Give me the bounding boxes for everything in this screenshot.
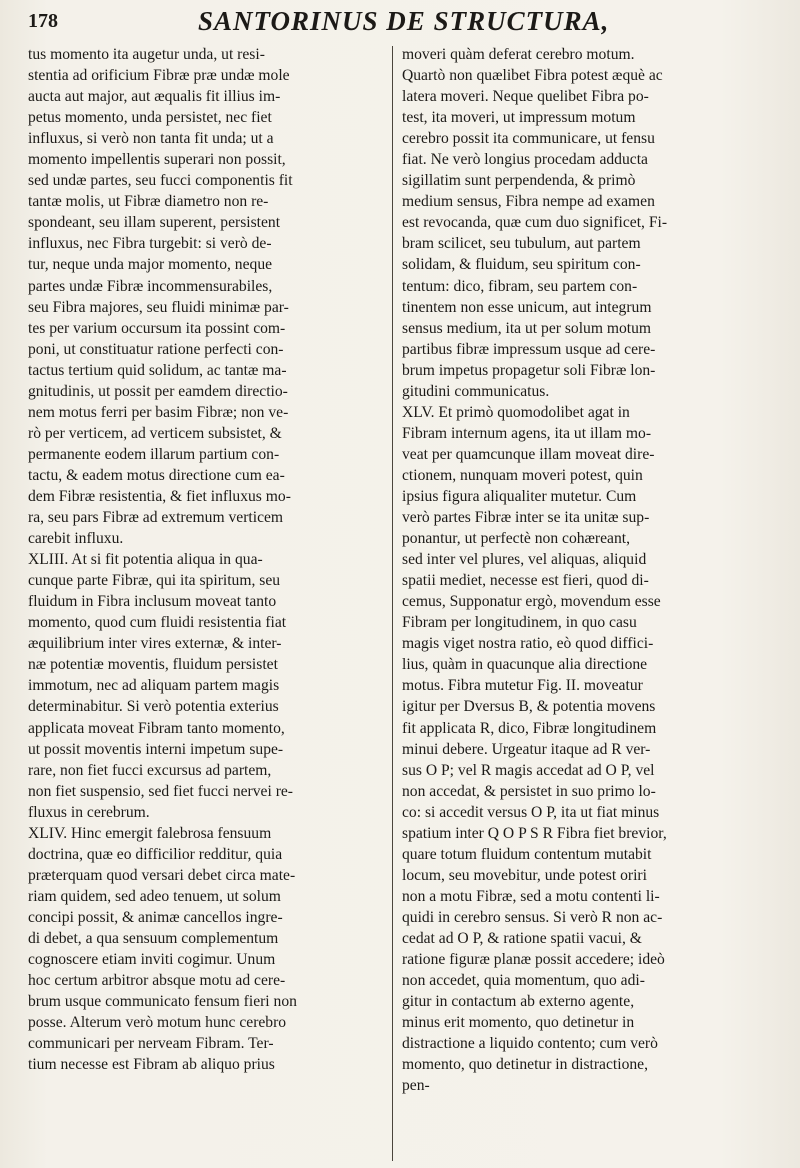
text-line: momento, quo detinetur in distractione, xyxy=(402,1056,648,1074)
page-header xyxy=(28,6,768,40)
text-line: aucta aut major, aut æqualis fit illius im- xyxy=(28,88,281,106)
text-line: spondeant, seu illam superent, persistent xyxy=(28,214,281,232)
text-line: doctrina, quæ eo difficilior redditur, quia xyxy=(28,845,283,863)
text-line: æquilibrium inter vires externæ, & inter- xyxy=(28,635,282,653)
text-line: gitur in contactum ab externo agente, xyxy=(402,993,635,1011)
text-line: cedat ad O P, & ratione spatii vacui, & xyxy=(402,929,642,947)
text-line: cunque parte Fibræ, qui ita spiritum, seu xyxy=(28,572,281,590)
text-line: tes per varium occursum ita possint com- xyxy=(28,319,286,337)
text-line: XLIV. Hinc emergit falebrosa fensuum xyxy=(28,824,272,842)
text-line: medium sensus, Fibra nempe ad examen xyxy=(402,193,655,211)
text-line: ctionem, nunquam moveri potest, quin xyxy=(402,466,643,484)
text-line: tactus tertium quid solidum, ac tantæ ma- xyxy=(28,361,287,379)
text-line: solidam, & fluidum, seu spiritum con- xyxy=(402,256,641,274)
text-line: immotum, nec ad aliquam partem magis xyxy=(28,677,280,695)
text-line: igitur per Dversus B, & potentia movens xyxy=(402,698,656,716)
text-line: ra, seu pars Fibræ ad extremum verticem xyxy=(28,509,284,527)
text-line: petus momento, unda persistet, nec fiet xyxy=(28,109,272,127)
text-line: applicata moveat Fibram tanto momento, xyxy=(28,719,285,737)
text-line: poni, ut constituatur ratione perfecti con- xyxy=(28,340,284,358)
text-line: est revocanda, quæ cum duo significet, Fi- xyxy=(402,214,668,232)
text-line: test, ita moveri, ut impressum motum xyxy=(402,109,636,127)
text-line: sed undæ partes, seu fucci componentis fit xyxy=(28,172,293,190)
column-divider xyxy=(392,46,393,1161)
text-line: næ potentiæ moventis, fluidum persistet xyxy=(28,656,278,674)
text-line: rò per verticem, ad verticem subsistet, & xyxy=(28,424,282,442)
text-line: Fibram per longitudinem, in quo casu xyxy=(402,614,637,632)
text-line: nem motus ferri per basim Fibræ; non ve- xyxy=(28,403,289,421)
text-line: latera moveri. Neque quelibet Fibra po- xyxy=(402,88,649,106)
text-line: fiat. Ne verò longius procedam adducta xyxy=(402,151,648,169)
text-line: influxus, nec Fibra turgebit: si verò de- xyxy=(28,235,272,253)
text-line: influxus, si verò non tanta fit unda; ut a xyxy=(28,130,274,148)
text-line: fluxus in cerebrum. xyxy=(28,803,150,821)
page-number: 178 xyxy=(28,10,58,32)
text-line: permanente eodem illarum partium con- xyxy=(28,445,280,463)
text-line: brum usque communicato fensum fieri non xyxy=(28,993,297,1011)
text-line: veat per quamcunque illam moveat dire- xyxy=(402,445,655,463)
text-line: di debet, a qua sensuum complementum xyxy=(28,929,279,947)
text-line: ratione figuræ planæ possit accedere; ideò xyxy=(402,951,665,969)
text-line: gitudini communicatus. xyxy=(402,382,550,400)
text-line: locum, seu movebitur, unde potest oriri xyxy=(402,866,647,884)
text-line: concipi possit, & animæ cancellos ingre- xyxy=(28,908,283,926)
text-line: lius, quàm in quacunque alia directione xyxy=(402,656,648,674)
text-line: seu Fibra majores, seu fluidi minimæ par- xyxy=(28,298,289,316)
text-line: quare totum fluidum contentum mutabit xyxy=(402,845,652,863)
text-line: ponantur, ut perfectè non cohæreant, xyxy=(402,530,630,548)
text-line: non a motu Fibræ, sed a motu contenti li- xyxy=(402,887,660,905)
text-line: minui debere. Urgeatur itaque ad R ver- xyxy=(402,740,651,758)
text-line: distractione a liquido contento; cum verò xyxy=(402,1035,658,1053)
text-line: cognoscere etiam inviti cogimur. Unum xyxy=(28,951,276,969)
text-line: brum impetus propagetur soli Fibræ lon- xyxy=(402,361,656,379)
text-line: partibus fibræ impressum usque ad cere- xyxy=(402,340,656,358)
text-line: fit applicata R, dico, Fibræ longitudinem xyxy=(402,719,657,737)
text-line: sed inter vel plures, vel aliquas, aliquid xyxy=(402,551,647,569)
text-line: sensus medium, ita ut per solum motum xyxy=(402,319,652,337)
running-title: SANTORINUS DE STRUCTURA, xyxy=(198,6,610,36)
text-line: partes undæ Fibræ incommensurabiles, xyxy=(28,277,273,295)
text-line: tantæ molis, ut Fibræ diametro non re- xyxy=(28,193,269,211)
text-line: stentia ad orificium Fibræ præ undæ mole xyxy=(28,67,290,85)
text-line: hoc certum arbitror absque motu ad cere- xyxy=(28,972,286,990)
text-line: fluidum in Fibra inclusum moveat tanto xyxy=(28,593,277,611)
text-line: tium necesse est Fibram ab aliquo prius xyxy=(28,1056,275,1074)
text-line: tactu, & eadem motus directione cum ea- xyxy=(28,466,285,484)
right-text-column xyxy=(402,44,754,1096)
text-line: XLIII. At si fit potentia aliqua in qua- xyxy=(28,551,263,569)
text-line: momento impellentis superari non possit, xyxy=(28,151,286,169)
text-line: Quartò non quælibet Fibra potest æquè ac xyxy=(402,67,663,85)
text-line: tur, neque unda major momento, neque xyxy=(28,256,273,274)
text-line: sus O P; vel R magis accedat ad O P, vel xyxy=(402,761,655,779)
text-line: gnitudinis, ut possit per eamdem directio- xyxy=(28,382,288,400)
text-line: ut possit moventis interni impetum supe- xyxy=(28,740,284,758)
text-line: verò partes Fibræ inter se ita unitæ sup- xyxy=(402,509,650,527)
text-line: tus momento ita augetur unda, ut resi- xyxy=(28,46,265,63)
text-line: dem Fibræ resistentia, & fiet influxus mo- xyxy=(28,487,291,505)
text-line: pen- xyxy=(402,1077,430,1095)
text-line: motus. Fibra mutetur Fig. II. moveatur xyxy=(402,677,643,695)
text-line: tinentem non esse unicum, aut integrum xyxy=(402,298,652,316)
text-line: carebit influxu. xyxy=(28,530,124,548)
text-line: sigillatim sunt perpendenda, & primò xyxy=(402,172,636,190)
text-line: non fiet suspensio, sed fiet fucci nervei re- xyxy=(28,782,294,800)
text-line: momento, quod cum fluidi resistentia fiat xyxy=(28,614,287,632)
text-line: bram scilicet, seu tubulum, aut partem xyxy=(402,235,641,253)
text-line: determinabitur. Si verò potentia exterius xyxy=(28,698,279,716)
text-line: tentum: dico, fibram, seu partem con- xyxy=(402,277,638,295)
text-line: quidi in cerebro sensus. Si verò R non ac- xyxy=(402,908,663,926)
text-line: non accedat, & persistet in suo primo lo- xyxy=(402,782,656,800)
text-line: rare, non fiet fucci excursus ad partem, xyxy=(28,761,272,779)
text-line: riam quidem, sed adeo tenuem, ut solum xyxy=(28,887,281,905)
text-line: XLV. Et primò quomodolibet agat in xyxy=(402,403,630,421)
text-line: spatium inter Q O P S R Fibra fiet brevior, xyxy=(402,824,667,842)
text-line: Fibram internum agens, ita ut illam mo- xyxy=(402,424,652,442)
text-line: ipsius figura aliqualiter mutetur. Cum xyxy=(402,487,637,505)
text-line: magis viget nostra ratio, eò quod diffici- xyxy=(402,635,654,653)
text-line: moveri quàm deferat cerebro motum. xyxy=(402,46,635,63)
left-text-column xyxy=(28,44,380,1075)
text-line: cerebro possit ita communicare, ut fensu xyxy=(402,130,655,148)
text-line: minus erit momento, quo detinetur in xyxy=(402,1014,635,1032)
text-line: co: si accedit versus O P, ita ut fiat minus xyxy=(402,803,660,821)
text-line: communicari per nerveam Fibram. Ter- xyxy=(28,1035,274,1053)
text-line: non accedet, quia momentum, quo adi- xyxy=(402,972,645,990)
text-line: spatii mediet, necesse est fieri, quod di- xyxy=(402,572,649,590)
text-line: posse. Alterum verò motum hunc cerebro xyxy=(28,1014,287,1032)
text-line: præterquam quod versari debet circa mate- xyxy=(28,866,296,884)
text-line: cemus, Supponatur ergò, movendum esse xyxy=(402,593,661,611)
